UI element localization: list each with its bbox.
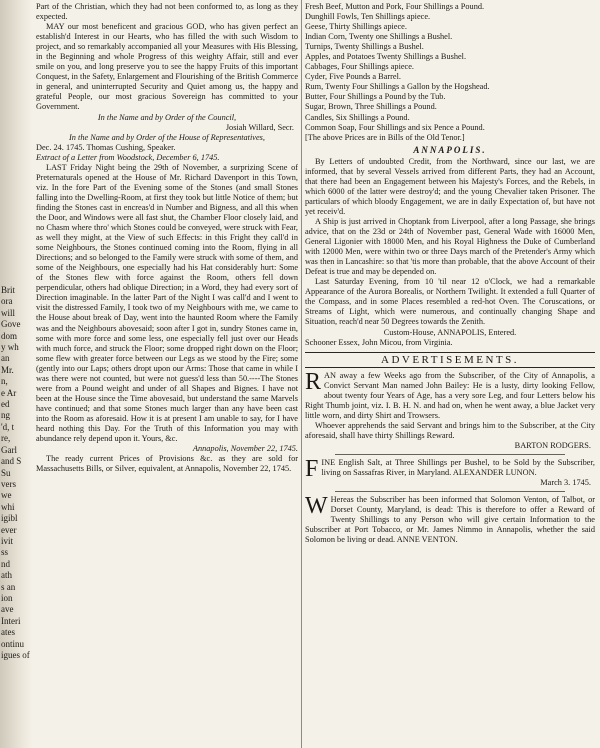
left-paragraph: Extract of a Letter from Woodstock, December 6, 1745. <box>36 152 220 162</box>
price-item: Candles, Six Shillings a Pound. <box>305 112 410 122</box>
advertisement-body: INE English Salt, at Three Shillings per Bushel, to be Sold by the Subscriber, living on Sassafras River, in Maryland. ALEXANDER LUNON. <box>321 458 595 478</box>
advertisement-body: Whoever apprehends the said Servant and brings him to the Subscriber, at the City aforesaid, shall have thirty Shillings Reward. <box>305 420 595 440</box>
right-column <box>305 2 595 746</box>
edge-fragment: we <box>1 490 12 501</box>
left-paragraph: Part of the Christian, which they had not been conformed to, as long as they expected. <box>36 2 298 22</box>
left-paragraph: Josiah Willard, Secr. <box>225 122 294 132</box>
edge-fragment: ion <box>1 592 13 603</box>
left-paragraph: MAY our most beneficent and gracious GOD, who has given perfect an establish'd Interest in our Hearts, who has filled the with such Wisdom to project, and so remarkably accompanied all your Measures with His Blessing, in the Beginning and whole Progress of this weighty Affair, still and ever smile on you, and long preserve you to see the happy Fruits of this important Conquest, in the Safety, Enlargement and Flourishing of the British Commerce in general, and uninterrupted Security and Quiet among us, the happy and grateful People, our most gracious Sovereign has committed to your Government. <box>36 22 298 112</box>
edge-fragment: Interi <box>1 615 21 626</box>
advertisements-heading: ADVERTISEMENTS. <box>305 352 595 368</box>
price-item: Common Soap, Four Shillings and six Pence a Pound. <box>305 122 485 132</box>
price-item: Sugar, Brown, Three Shillings a Pound. <box>305 102 437 112</box>
edge-fragment: Su <box>1 467 11 478</box>
advertisement-text <box>305 421 595 441</box>
edge-fragment: 'd, t <box>1 421 15 432</box>
left-paragraph: The ready current Prices of Provisions &c. as they are sold for Massachusetts Bills, or Silver, equivalent, at Annapolis, November 22, 1745. <box>36 454 298 474</box>
edge-fragment: ontinu <box>1 638 25 649</box>
left-paragraph: Annapolis, November 22, 1745. <box>192 444 298 454</box>
edge-fragment: n, <box>1 376 8 387</box>
edge-fragment: Brit <box>1 285 16 295</box>
edge-fragment: s an <box>1 581 16 592</box>
edge-fragment: ever <box>1 524 17 535</box>
news-paragraph: Schooner Essex, John Micou, from Virginia. <box>305 337 453 347</box>
advertisement-text <box>305 368 595 421</box>
edge-fragment: ora <box>1 296 13 307</box>
edge-fragment: nd <box>1 558 10 569</box>
price-item: Geese, Thirty Shillings apiece. <box>305 22 407 32</box>
annapolis-news <box>305 157 595 348</box>
edge-fragment: whi <box>1 501 15 512</box>
edge-fragment: Mr. <box>1 364 14 375</box>
edge-fragment: ivit <box>1 535 14 546</box>
advertisement-body: March 3. 1745. <box>540 478 591 488</box>
advertisement-text <box>305 478 595 488</box>
left-paragraph: In the Name and by Order of the House of Representatives, <box>69 132 265 142</box>
edge-fragment: igibl <box>1 513 18 524</box>
price-item: Rum, Twenty Four Shillings a Gallon by the Hogshead. <box>305 82 490 92</box>
edge-fragment: e Ar <box>1 387 17 398</box>
price-item: Cyder, Five Pounds a Barrel. <box>305 72 401 82</box>
edge-fragment: igues of <box>1 650 30 660</box>
edge-fragment: Garl <box>1 444 17 455</box>
price-item: Indian Corn, Twenty one Shillings a Bushel. <box>305 32 453 42</box>
edge-fragment: and S <box>1 456 22 467</box>
edge-fragment: re, <box>1 433 11 444</box>
edge-fragment: dom <box>1 330 18 341</box>
left-column <box>36 2 298 746</box>
news-paragraph: A Ship is just arrived in Choptank from Liverpool, after a long Passage, she brings advice, that on the 23d or 24th of November past, General Wade with 16000 Men, General Ligonier with 18000 Men, and his Royal Highness the Duke of Cumberland with 12000 Men, were within two or three Days march of the Pretender's Army which was then in Lancashire: so that 'tis more than probable, that the above Account of their Defeat is true and may be depended on. <box>305 216 595 277</box>
edge-fragment: ng <box>1 410 10 421</box>
left-paragraph: In the Name and by Order of the Council, <box>97 112 237 122</box>
drop-capital: F <box>305 456 319 483</box>
edge-fragment: will <box>1 307 16 318</box>
adjacent-page-edge <box>0 0 32 748</box>
price-item: Butter, Four Shillings a Pound by the Tub. <box>305 92 446 102</box>
column-rule <box>301 0 302 748</box>
drop-capital: W <box>305 493 328 520</box>
left-paragraph: LAST Friday Night being the 29th of November, a surprizing Scene of Preternaturals opened at the House of Mr. Richard Davenport in this Town, viz. In the fore Part of the Evening some of the Stones (and small Stones falling into the Dwelling-Room, at first they took but little Notice of them; but finding the Stones cast in encreas'd in Number and Bigness, and all this when the Door, and Windows were all fast shut, the Chamber Floor closely laid, and no Chasm where thro' which Stones could be conveyed, were struck with Fear, as well they might, at the View of such Effects: in this Fright they call'd in some Neighbours, the Stones continued coming into the Room, flying in all Directions; and so belonged to the Family were struck with some of them, and some of the Neighbours, one especially had his Hat considerably hurt: Some of the Stones flew with force against the Room, others fell down perpendicular, others had oblique Direction; in a Word, they had every sort of Direction imaginable. In the latter Part of the Night I was call'd and I went to visit the distressed Family, I took two of my Neighbours with me, we came to the House about break of Day, went into the haunted Room where the Family was and the Neighbours abovesaid; soon after I got in, sundry Stones came in, some with more force and some less, one especially fell just over our Heads with much force, and struck the Floor; some dropped right down on the Floor; some flew with greater force between our Legs as we stood by the Fire; some (gently into our Laps; others dropt upon our Arms: Those that came in while I was there were not counted, but were not guess'd less than 50.----The Stones were from a Pound weight and under of all Shapes and Bignes. I have not been at the House since the Time abovesaid, but understand the same Marvels have continued; and that some Stones much larger than any have been cast into the Room as aforesaid. How it is at present I am unable to say, for I have heard nothing this Day. For the Truth of this Information you may with abundance rely depend upon it. Yours, &c. <box>36 162 298 444</box>
advertisement-body: Hereas the Subscriber has been informed that Solomon Venton, of Talbot, or Dorset County, Maryland, is dead: This is therefore to offer a Reward of Twenty Shillings to any Person who will give certain Information to the Subscriber at Port Tobacco, or Mr. James Nimmo in Annapolis, whether the said Solomon be living or dead. ANNE VENTON. <box>305 495 595 545</box>
adjacent-page-fragments <box>1 285 31 661</box>
edge-fragment: an <box>1 353 10 364</box>
price-item: Apples, and Potatoes Twenty Shillings a Bushel. <box>305 52 467 62</box>
advertisement-divider <box>335 454 565 455</box>
price-item: [The above Prices are in Bills of the Old Tenor.] <box>305 132 465 142</box>
drop-capital: R <box>305 368 322 395</box>
advertisements <box>305 368 595 546</box>
price-item: Cabbages, Four Shillings apiece. <box>305 62 414 72</box>
annapolis-heading: ANNAPOLIS. <box>413 144 487 155</box>
edge-fragment: y wh <box>1 342 19 353</box>
advertisement-divider <box>335 491 565 492</box>
left-paragraph: Dec. 24. 1745. Thomas Cushing, Speaker. <box>36 142 176 152</box>
edge-fragment: vers <box>1 478 16 489</box>
news-paragraph: By Letters of undoubted Credit, from the Northward, since our last, we are informed, that by several Vessels arrived from different Parts, they had an Account, that there had been an Engagement between his Majesty's Forces, and the Rebels, in which 6000 of the latter were destroy'd; and the young Chevalier taken Prisoner. The particulars of which bloody Engagement, we are in daily Expectation of, but have not yet receiv'd. <box>305 156 595 216</box>
price-item: Dunghill Fowls, Ten Shillings apiece. <box>305 12 431 22</box>
price-item: Fresh Beef, Mutton and Pork, Four Shillings a Pound. <box>305 2 485 11</box>
edge-fragment: ates <box>1 627 15 638</box>
news-paragraph: Custom-House, ANNAPOLIS, Entered. <box>383 327 517 337</box>
edge-fragment: ave <box>1 604 14 615</box>
edge-fragment: ed <box>1 399 10 410</box>
advertisement-text <box>305 495 595 545</box>
edge-fragment: ath <box>1 570 12 581</box>
advertisement-text <box>305 441 595 451</box>
advertisement-body: BARTON RODGERS. <box>514 440 591 450</box>
edge-fragment: ss <box>1 547 9 558</box>
price-list <box>305 2 595 143</box>
price-item: Turnips, Twenty Shillings a Bushel. <box>305 42 424 52</box>
edge-fragment: Gove <box>1 319 21 330</box>
news-paragraph: Last Saturday Evening, from 10 'til near 12 o'Clock, we had a remarkable Appearance of the Aurora Borealis, or Northern Twilight. It extended a full Quarter of the Compass, and in some Places resembled a red-hot Oven. The Coruscations, or Streams of Light, which were numerous, and continually changing Shape and Situation, reach'd near 50 Degrees towards the Zenith. <box>305 277 595 327</box>
advertisement-body: AN away a few Weeks ago from the Subscriber, of the City of Annapolis, a Convict Servant Man named John Bailey: He is a lusty, dirty looking Fellow, about twenty four Years of Age, has a very sore Leg, and four Letters below his Right Thumb joint, viz. I. B. H. N. and had on, when he went away, a blue Jacket very little worn, and dirty Shirt and Trowsers. <box>305 370 595 420</box>
